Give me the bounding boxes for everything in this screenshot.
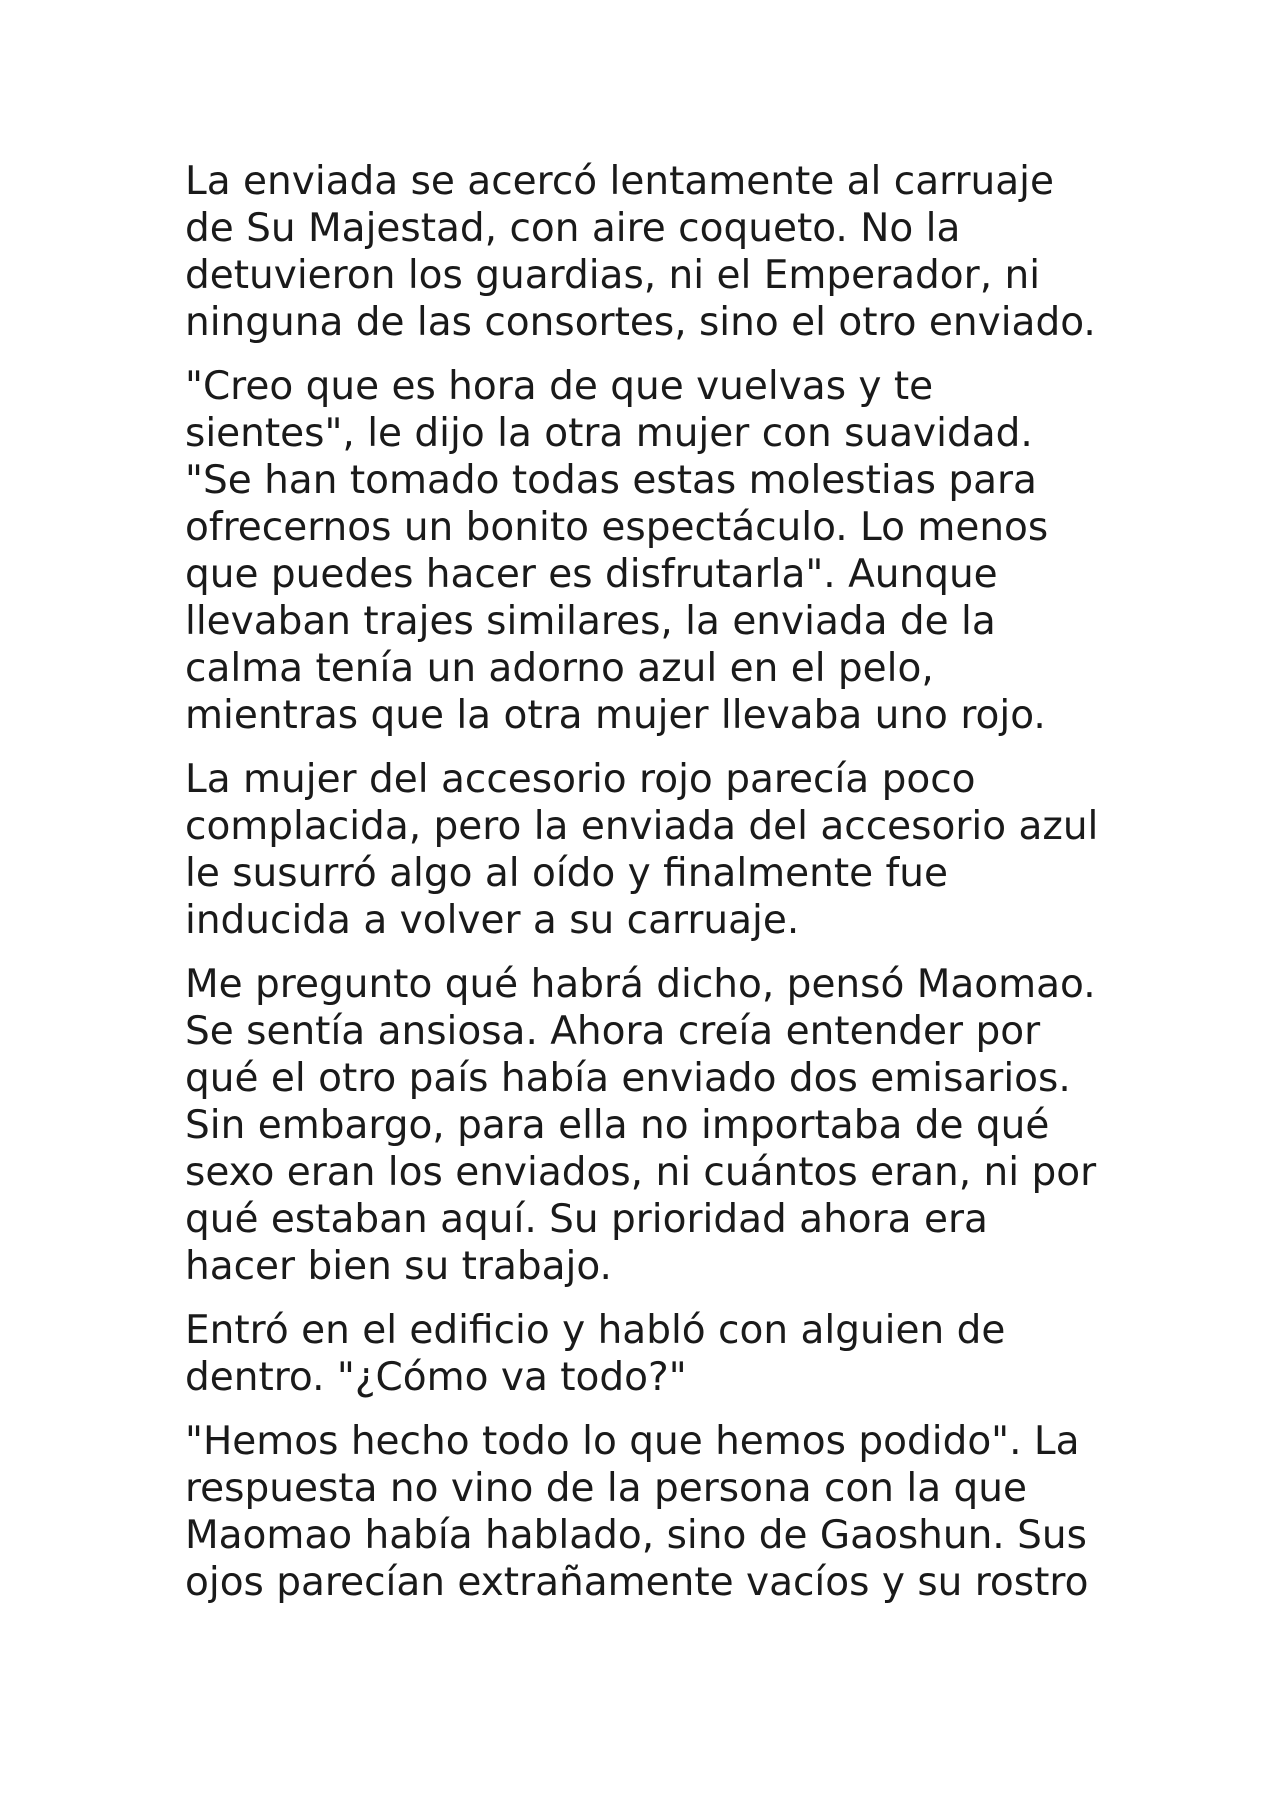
paragraph-3: La mujer del accesorio rojo parecía poco complacida, pero la enviada del accesorio azul le susurró algo al oído y finalmente fue inducida a volver a su carruaje. (185, 757, 1099, 943)
paragraph-4: Me pregunto qué habrá dicho, pensó Maomao. Se sentía ansiosa. Ahora creía entender por qué el otro país había enviado dos emisarios. Sin embargo, para ella no importaba de qué sexo eran los enviados, ni cuántos eran, ni por qué estaban aquí. Su prioridad ahora era hacer bien su trabajo. (185, 962, 1097, 1289)
body-text (185, 158, 1125, 1623)
paragraph-5: Entró en el edificio y habló con alguien de dentro. "¿Cómo va todo?" (185, 1308, 1006, 1400)
paragraph-6: "Hemos hecho todo lo que hemos podido". La respuesta no vino de la persona con la que Maomao había hablado, sino de Gaoshun. Sus ojos parecían extrañamente vacíos y su rostro (185, 1419, 1089, 1605)
paragraph-1: La enviada se acercó lentamente al carruaje de Su Majestad, con aire coqueto. No la detuvieron los guardias, ni el Emperador, ni ninguna de las consortes, sino el otro enviado. (185, 159, 1096, 345)
paragraph-2: "Creo que es hora de que vuelvas y te sientes", le dijo la otra mujer con suavidad. "Se han tomado todas estas molestias para ofrecernos un bonito espectáculo. Lo menos que puedes hacer es disfrutarla". Aunque llevaban trajes similares, la enviada de la calma tenía un adorno azul en el pelo, mientras que la otra mujer llevaba uno rojo. (185, 364, 1049, 738)
